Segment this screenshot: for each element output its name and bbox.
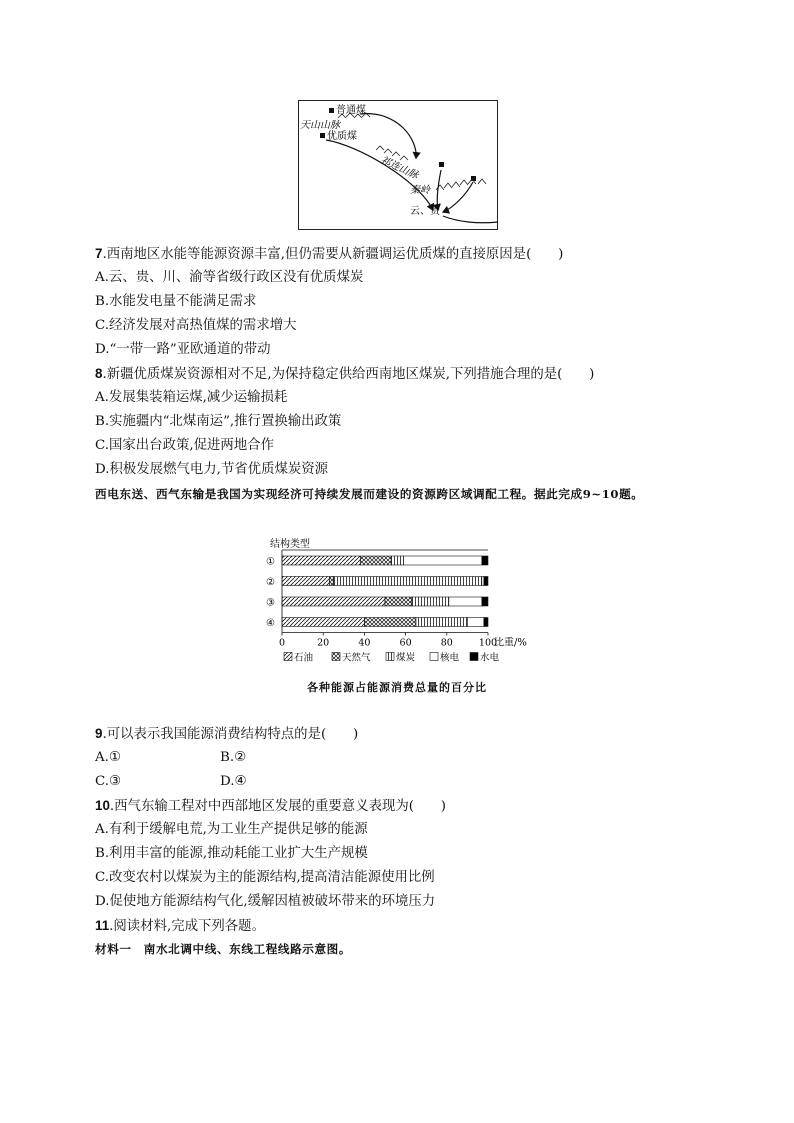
question-number: 10 xyxy=(95,798,110,813)
qinling-mountains xyxy=(436,179,486,190)
chart-legend-label: 石油 xyxy=(294,652,314,664)
question-text: .新疆优质煤炭资源相对不足,为保持稳定供给西南地区煤炭,下列措施合理的是( ) xyxy=(102,367,595,382)
transport-arrow xyxy=(437,170,441,210)
chart-category-label: ② xyxy=(266,577,275,588)
question-9-option-b: B.② xyxy=(220,750,247,765)
chart-category-label: ④ xyxy=(266,618,275,629)
chart-bar-segment xyxy=(404,556,482,565)
question-9-stem xyxy=(95,725,358,744)
chart-bar-segment xyxy=(385,597,412,606)
chart-x-tick-label: 20 xyxy=(317,637,330,649)
chart-bar-segment xyxy=(360,556,391,565)
label-tianshan: 天山山脉 xyxy=(300,120,340,131)
chart-bar-segment xyxy=(482,556,488,565)
chart-x-label: 比重/% xyxy=(494,637,527,649)
question-number: 9 xyxy=(95,726,103,741)
chart-legend-item xyxy=(430,652,460,664)
question-text: .西南地区水能等能源资源丰富,但仍需要从新疆调运优质煤的直接原因是( ) xyxy=(102,247,564,262)
chart-legend-item xyxy=(332,652,371,664)
chart-legend-label: 煤炭 xyxy=(396,652,416,664)
transport-arrow xyxy=(360,114,416,158)
question-7-option-b: B.水能发电量不能满足需求 xyxy=(95,294,257,309)
chart-legend-label: 核电 xyxy=(440,652,460,664)
chart-legend-item xyxy=(470,652,500,664)
chart-category-label: ③ xyxy=(266,597,275,609)
chart-bar-segment xyxy=(467,618,483,627)
question-8-option-c: C.国家出台政策,促进两地合作 xyxy=(95,438,274,453)
chart-legend-label: 天然气 xyxy=(342,652,371,664)
label-coal-quality: 优质煤 xyxy=(327,131,357,142)
question-text: .阅读材料,完成下列各题。 xyxy=(109,919,265,934)
question-10-option-b: B.利用丰富的能源,推动耗能工业扩大生产规模 xyxy=(95,846,368,861)
transport-arrow xyxy=(443,182,473,212)
question-11-stem xyxy=(95,917,265,936)
chart-category-label: ① xyxy=(266,556,275,568)
chart-x-tick-label: 40 xyxy=(358,637,371,649)
chart-bar-segment xyxy=(484,577,488,586)
question-number: 8 xyxy=(95,366,103,381)
chart-legend-label: 水电 xyxy=(480,652,500,664)
coal-site-marker xyxy=(320,133,325,138)
chart-bar-segment xyxy=(334,577,482,586)
chart-bar-segment xyxy=(282,556,360,565)
intro-paragraph: 西电东送、西气东输是我国为实现经济可持续发展而建设的资源跨区域调配工程。据此完成9~10题。 xyxy=(95,487,644,501)
chart-bar-segment xyxy=(329,577,333,586)
question-10-option-a: A.有利于缓解电荒,为工业生产提供足够的能源 xyxy=(95,822,368,837)
question-10-option-c: C.改变农村以煤炭为主的能源结构,提高清洁能源使用比例 xyxy=(95,870,435,885)
chart-bar-segment xyxy=(282,597,385,606)
question-10-stem xyxy=(95,797,446,816)
chart-bar-segment xyxy=(482,597,488,606)
chart-caption: 各种能源占能源消费总量的百分比 xyxy=(307,681,487,694)
energy-structure-chart xyxy=(258,534,558,666)
label-coal-normal: 普通煤 xyxy=(336,105,366,116)
question-number: 7 xyxy=(95,246,103,261)
chart-bar-segment xyxy=(484,618,488,627)
chart-bar-segment xyxy=(282,618,364,627)
chart-bar-segment xyxy=(391,556,403,565)
question-7-option-d: D.“一带一路”亚欧通道的带动 xyxy=(95,342,271,357)
question-9-option-c: C.③ xyxy=(95,774,122,789)
chart-bar-segment xyxy=(364,618,416,627)
chart-x-tick-label: 100 xyxy=(478,637,498,649)
chart-bar-segment xyxy=(282,577,329,586)
label-qilian: 祁连山脉 xyxy=(378,154,420,182)
chart-legend-swatch xyxy=(470,653,478,661)
question-8-option-d: D.积极发展燃气电力,节省优质煤炭资源 xyxy=(95,462,329,477)
question-9-option-d: D.④ xyxy=(220,774,247,789)
chart-legend-item xyxy=(386,652,416,664)
transport-line xyxy=(443,216,498,223)
chart-bar-segment xyxy=(416,618,468,627)
chart-legend-swatch xyxy=(284,653,292,661)
question-9-option-a: A.① xyxy=(95,750,121,765)
question-7-option-a: A.云、贵、川、渝等省级行政区没有优质煤炭 xyxy=(95,270,364,285)
chart-legend-swatch xyxy=(430,653,438,661)
chart-x-tick-label: 80 xyxy=(440,637,453,649)
chart-y-label: 结构类型 xyxy=(270,539,310,550)
chart-legend-item xyxy=(284,652,314,664)
question-8-option-b: B.实施疆内“北煤南运”,推行置换输出政策 xyxy=(95,414,342,429)
chart-x-tick-label: 0 xyxy=(278,637,286,649)
question-text: .西气东输工程对中西部地区发展的重要意义表现为( ) xyxy=(109,799,446,814)
question-number: 11 xyxy=(95,918,110,933)
chart-bar-segment xyxy=(412,597,449,606)
coal-site-marker xyxy=(439,162,444,167)
chart-bar-segment xyxy=(449,597,482,606)
question-7-option-c: C.经济发展对高热值煤的需求增大 xyxy=(95,318,297,333)
question-8-option-a: A.发展集装箱运煤,减少运输损耗 xyxy=(95,390,288,405)
chart-legend-swatch xyxy=(386,653,394,661)
label-qinling: 秦岭 xyxy=(410,185,430,196)
chart-legend-swatch xyxy=(332,653,340,661)
coal-transport-map xyxy=(298,100,498,230)
question-text: .可以表示我国能源消费结构特点的是( ) xyxy=(102,727,359,742)
label-yungui: 云、贵 xyxy=(410,206,440,217)
coal-site-marker xyxy=(329,108,334,113)
chart-x-tick-label: 60 xyxy=(399,637,412,649)
question-10-option-d: D.促使地方能源结构气化,缓解因植被破坏带来的环境压力 xyxy=(95,894,436,909)
question-8-stem xyxy=(95,365,594,384)
material-1: 材料一 南水北调中线、东线工程线路示意图。 xyxy=(95,942,352,956)
chart-bar-segment xyxy=(482,577,484,586)
question-7-stem xyxy=(95,245,563,264)
